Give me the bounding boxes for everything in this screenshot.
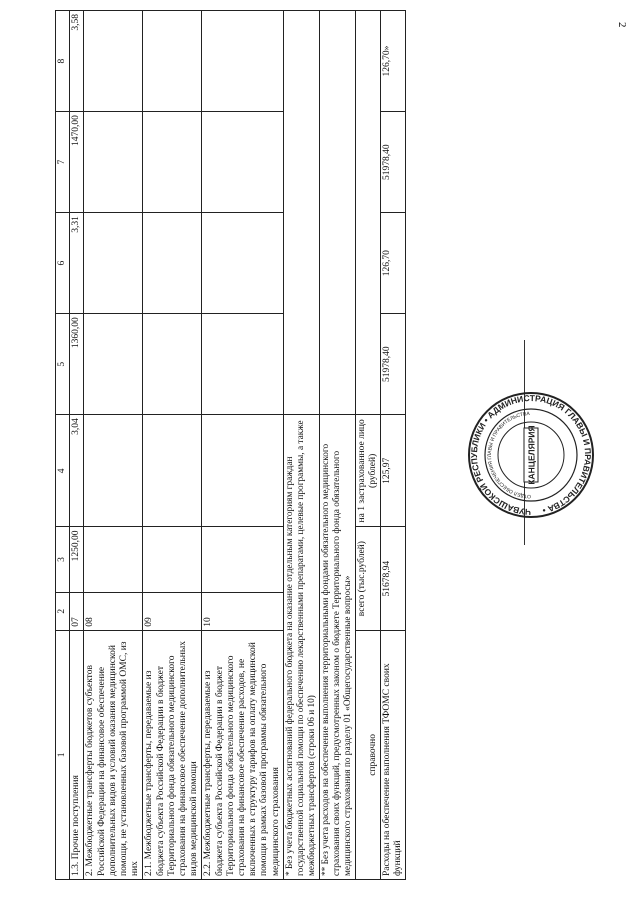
row-value-6: [143, 213, 202, 314]
table-row: [70, 11, 84, 880]
row-value-6: [84, 213, 143, 314]
page-number: 2: [616, 22, 628, 28]
row-value-7: [202, 112, 283, 213]
col-header-8: 8: [56, 11, 70, 112]
row-value-4: [84, 415, 143, 527]
row-code: 10: [202, 592, 283, 630]
col-header-7: 7: [56, 112, 70, 213]
row-value-5: [143, 314, 202, 415]
reference-row-name: Расходы на обеспечение выполнения ТФОМС своих функций: [381, 630, 406, 879]
stamp-inner-text: ОТДЕЛ ОБЕСПЕЧЕНИЯ ГЛАВЫ И ПРАВИТЕЛЬСТВА: [486, 410, 532, 500]
row-code: 08: [84, 592, 143, 630]
reference-value-4: 126,70: [381, 213, 406, 314]
reference-title: справочно: [355, 630, 380, 879]
footnote-row-2: [319, 11, 355, 880]
row-value-3: [202, 527, 283, 592]
row-value-8: [84, 11, 143, 112]
reference-row: [381, 11, 406, 880]
reference-total-header: всего (тыс.рублей): [355, 527, 380, 630]
row-value-3: 1250,00: [70, 527, 84, 592]
col-header-5: 5: [56, 314, 70, 415]
reference-value-6: 126,70»: [381, 11, 406, 112]
row-value-8: [143, 11, 202, 112]
row-value-7: [84, 112, 143, 213]
row-name: 2.1. Межбюджетные трансферты, передаваемые из бюджета субъекта Российской Федерации в бюджет Территориального фонда обязательного медицинского страхования на финансовое обеспечение дополнительных видов медицинской помощи: [143, 630, 202, 879]
reference-value-1: 51678,94: [381, 527, 406, 630]
row-value-5: 1360,00: [70, 314, 84, 415]
row-value-4: [202, 415, 283, 527]
table-row: [143, 11, 202, 880]
column-number-row: [56, 11, 70, 880]
row-name: 2. Межбюджетные трансферты бюджетов субъектов Российской Федерации на финансовое обеспечение дополнительных видов и условий оказания медицинской помощи, не установленных базовой программой ОМС, из них: [84, 630, 143, 879]
reference-value-5: 51978,40: [381, 112, 406, 213]
row-value-5: [84, 314, 143, 415]
row-value-6: 3,31: [70, 213, 84, 314]
row-value-6: [202, 213, 283, 314]
row-name: 1.3. Прочие поступления: [70, 630, 84, 879]
stamp-outer-text: ЧУВАШСКОЙ РЕСПУБЛИКИ • АДМИНИСТРАЦИЯ ГЛАВЫ И ПРАВИТЕЛЬСТВА •: [468, 392, 594, 518]
official-stamp: [466, 390, 596, 520]
row-value-3: [143, 527, 202, 592]
table-row: [202, 11, 283, 880]
col-header-6: 6: [56, 213, 70, 314]
row-value-7: 1470,00: [70, 112, 84, 213]
col-header-4: 4: [56, 415, 70, 527]
row-value-4: [143, 415, 202, 527]
budget-table: [55, 10, 406, 880]
row-name: 2.2. Межбюджетные трансферты, передаваемые из бюджета субъекта Российской Федерации в бюджет Территориального фонда обязательного медицинского страхования на финансовое обеспечение расходов, не включенных в структуру тарифов на оплату медицинской помощи в рамках базовой программы обязательного медицинского страхования: [202, 630, 283, 879]
reference-value-2: 125,97: [381, 415, 406, 527]
col-header-3: 3: [56, 527, 70, 592]
row-value-7: [143, 112, 202, 213]
stamp-center-text: КАНЦЕЛЯРИЯ: [526, 425, 537, 485]
col-header-1: 1: [56, 630, 70, 879]
row-value-8: [202, 11, 283, 112]
footnote-1: * Без учета бюджетных ассигнований федерального бюджета на оказание отдельным категориям граждан государственной социальной помощи по обеспечению лекарственными препаратами, целевые программы, а также межбюджетных трансфертов (строки 06 и 10): [283, 415, 319, 880]
row-value-8: 3,58: [70, 11, 84, 112]
table-row: [84, 11, 143, 880]
footnote-2: ** Без учета расходов на обеспечение выполнения территориальными фондами обязательного медицинского страхования своих функций, предусмотренных законом о бюджете Территориального фонда обязательного медицинского страхования по разделу 01 «Общегосударственные вопросы»: [319, 415, 355, 880]
reference-value-3: 51978,40: [381, 314, 406, 415]
row-value-5: [202, 314, 283, 415]
row-code: 07: [70, 592, 84, 630]
footnote-row-1: [283, 11, 319, 880]
row-code: 09: [143, 592, 202, 630]
row-value-4: 3,04: [70, 415, 84, 527]
reference-per-person-header: на 1 застрахованное лицо (рублей): [355, 415, 380, 527]
reference-header-row: [355, 11, 380, 880]
row-value-3: [84, 527, 143, 592]
col-header-2: 2: [56, 592, 70, 630]
